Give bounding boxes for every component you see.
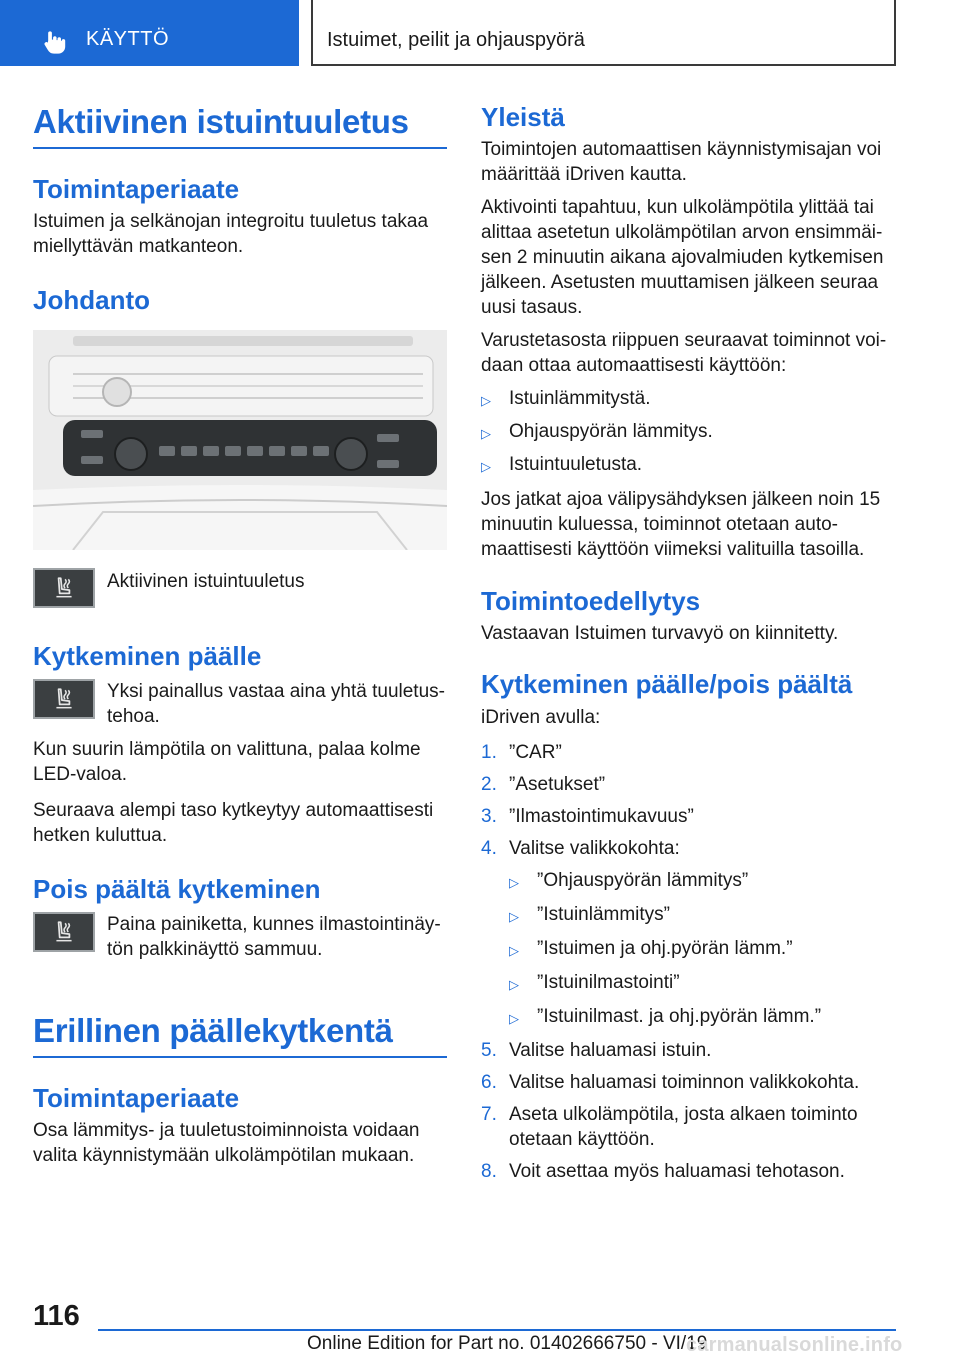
list-item: 8. Voit asettaa myös haluamasi tehotason.	[481, 1161, 845, 1182]
heading-intro: Johdanto	[33, 285, 150, 315]
list-item: ▷ ”Istuinlämmitys”	[509, 902, 891, 929]
list-item: 5. Valitse haluamasi istuin.	[481, 1040, 712, 1061]
footer-rule	[98, 1329, 896, 1331]
heading-switch-on-off: Kytkeminen päälle/pois päältä	[481, 669, 853, 699]
general-text-2: Aktivointi tapahtuu, kun ulkolämpötila ylittää tai alittaa asetetun ulkolämpötilan arvon ensimmäisen 2 minuutin aikana ajovalmiuden kytkemisen jälkeen. Asetusten muuttamisen jälkeen seuraa uusi tasaus.	[481, 197, 884, 318]
triangle-bullet-icon: ▷	[509, 909, 519, 924]
header-tab	[0, 0, 299, 66]
idrive-intro: iDriven avulla:	[481, 707, 601, 728]
section-title-separate-switch: Erillinen päällekytkentä	[33, 1012, 393, 1049]
title-rule	[33, 147, 447, 149]
function-bullet-list	[481, 386, 891, 479]
general-text-3: Varustetasosta riippuen seuraavat toiminnot voidaan ottaa automaattisesti käyttöön:	[481, 330, 887, 376]
switch-off-row	[33, 912, 447, 962]
principle-2-text: Osa lämmitys- ja tuuletustoiminnoista voidaan valita käynnistymään ulkolämpötilan mukaan.	[33, 1120, 420, 1166]
heading-principle-2: Toimintaperiaate	[33, 1083, 240, 1113]
step-list	[481, 740, 891, 861]
heading-general: Yleistä	[481, 102, 565, 132]
list-item: ▷ Istuintuuletusta.	[481, 452, 891, 479]
seat-ventilation-button-image	[33, 912, 95, 952]
right-column	[481, 100, 891, 1184]
list-item: ▷ ”Istuinilmastointi”	[509, 970, 891, 997]
sub-step-list	[509, 868, 891, 1031]
left-column	[33, 100, 447, 1168]
switch-off-button-text: Paina painiketta, kunnes ilmastointinäytön palkkinäyttö sammuu.	[107, 914, 441, 960]
seat-ventilation-button-image	[33, 679, 95, 719]
triangle-bullet-icon: ▷	[509, 943, 519, 958]
general-text-4: Jos jatkat ajoa välipysähdyksen jälkeen noin 15 minuutin kuluessa, toiminnot otetaan automaattisesti käyttöön viimeksi valituilla tasoilla.	[481, 489, 881, 560]
list-item: 4. Valitse valikkokohta:	[481, 838, 680, 859]
seat-ventilation-icon	[51, 686, 77, 712]
triangle-bullet-icon: ▷	[481, 393, 491, 408]
triangle-bullet-icon: ▷	[509, 1011, 519, 1026]
triangle-bullet-icon: ▷	[509, 977, 519, 992]
caption-row	[33, 568, 447, 608]
general-text-1: Toimintojen automaattisen käynnistymisajan voi määrittää iDriven kautta.	[481, 139, 882, 185]
climate-panel-illustration	[33, 330, 447, 550]
step-list-continued	[481, 1038, 891, 1184]
page-number: 116	[33, 1300, 80, 1332]
heading-switch-off: Pois päältä kytkeminen	[33, 874, 321, 904]
seat-ventilation-button-image	[33, 568, 95, 608]
header-section-box	[311, 0, 896, 66]
list-item: 1. ”CAR”	[481, 742, 562, 763]
list-item: 2. ”Asetukset”	[481, 774, 606, 795]
triangle-bullet-icon: ▷	[481, 459, 491, 474]
seat-ventilation-icon	[51, 919, 77, 945]
requirement-text: Vastaavan Istuimen turvavyö on kiinnitetty.	[481, 623, 839, 644]
header-section-title: Istuimet, peilit ja ohjauspyörä	[327, 29, 585, 51]
icon-caption: Aktiivinen istuintuuletus	[107, 571, 305, 592]
pointing-hand-icon	[40, 28, 68, 56]
heading-principle: Toimintaperiaate	[33, 174, 240, 204]
switch-on-text-2: Seuraava alempi taso kytkeytyy automaattisesti hetken kuluttua.	[33, 800, 434, 846]
list-item: 7. Aseta ulkolämpötila, josta alkaen toiminto otetaan käyttöön.	[481, 1104, 858, 1150]
footer-edition: Online Edition for Part no. 01402666750 - VI/19	[307, 1333, 708, 1354]
seat-ventilation-icon	[51, 575, 77, 601]
list-item: ▷ Istuinlämmitystä.	[481, 386, 891, 413]
switch-on-row	[33, 679, 447, 729]
climate-panel-photo	[33, 330, 447, 550]
watermark: carmanualsonline.info	[686, 1334, 903, 1356]
section-title-active-ventilation: Aktiivinen istuintuuletus	[33, 103, 409, 140]
switch-on-button-text: Yksi painallus vastaa aina yhtä tuuletustehoa.	[107, 681, 445, 727]
switch-on-text-1: Kun suurin lämpötila on valittuna, palaa kolme LED-valoa.	[33, 739, 421, 785]
triangle-bullet-icon: ▷	[481, 426, 491, 441]
title-rule	[33, 1056, 447, 1058]
heading-requirement: Toimintoedellytys	[481, 586, 701, 616]
list-item: ▷ ”Istuimen ja ohj.pyörän lämm.”	[509, 936, 891, 963]
list-item: ▷ ”Istuinilmast. ja ohj.pyörän lämm.”	[509, 1004, 891, 1031]
list-item: 6. Valitse haluamasi toiminnon valikkokohta.	[481, 1072, 860, 1093]
principle-text: Istuimen ja selkänojan integroitu tuuletus takaa miellyttävän matkanteon.	[33, 211, 429, 257]
list-item: 3. ”Ilmastointimukavuus”	[481, 806, 694, 827]
heading-switch-on: Kytkeminen päälle	[33, 641, 262, 671]
list-item: ▷ Ohjauspyörän lämmitys.	[481, 419, 891, 446]
triangle-bullet-icon: ▷	[509, 875, 519, 890]
header-tab-label: KÄYTTÖ	[86, 28, 170, 50]
list-item: ▷ ”Ohjauspyörän lämmitys”	[509, 868, 891, 895]
